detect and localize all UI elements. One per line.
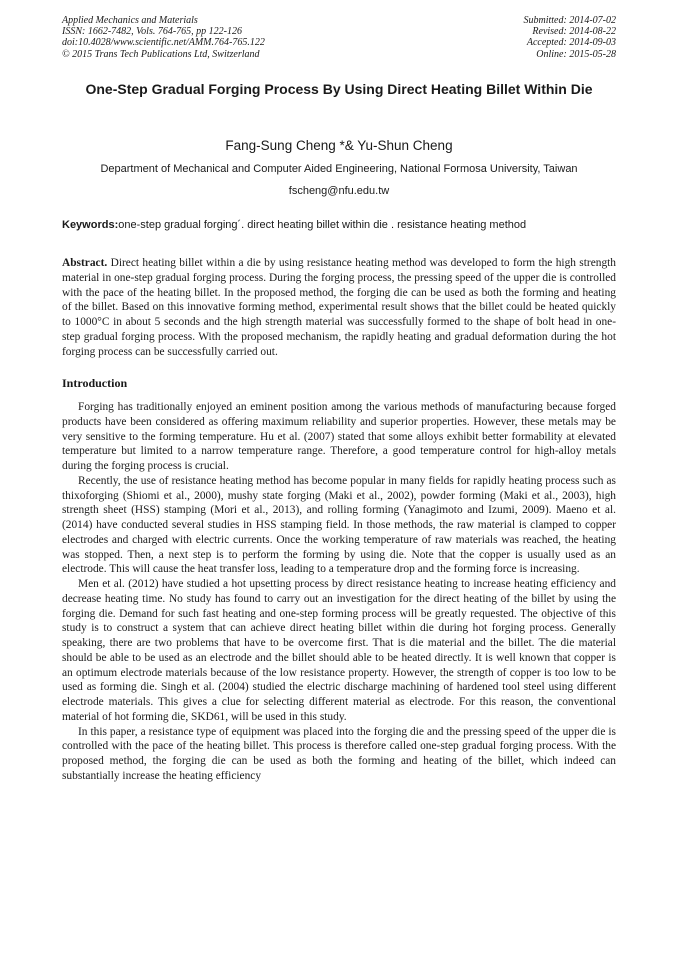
keywords-label: Keywords: [62, 219, 119, 231]
keywords [62, 219, 616, 231]
intro-paragraph-2: Recently, the use of resistance heating method has become popular in many fields for rapidly heating process such as thixoforging (Shiomi et al., 2000), mushy state forging (Maki et al., 2002), powder forming (Maki et al., 2003), high strength sheet (HSS) stamping (Mori et al., 2013), and rolling forming (Yanagimoto and Izumi, 2009). Maeno et al. (2014) have conducted several studies in HSS stamping field. In those methods, the raw material is clamped to copper electrodes and charged with electric currents. Once the working temperature of raw materials was reached, the heating was stopped. Then, a next step is to perform the forming by using die. Note that the copper is usually used as an electrode. This will cause the heat transfer loss, leading to a temperature drop and the forming force is increasing. [62, 474, 616, 576]
intro-paragraph-4: In this paper, a resistance type of equipment was placed into the forging die and the pressing speed of the upper die is controlled with the pace of the heating billet. This process is therefore called one-step gradual forging process. With the proposed method, the forging die can be used as both the forming and heating of the billet, which indeed can substantially increase the heating efficiency [62, 725, 616, 782]
journal-info [62, 15, 265, 60]
date-submitted: Submitted: 2014-07-02 [523, 15, 616, 26]
abstract-text: Direct heating billet within a die by using resistance heating method was developed to form the high strength material in one-step gradual forging process. During the forging process, the pressing speed of the upper die is controlled with the pace of the heating billet. In the proposed method, the forging die can be used as both the forming and heating of the billet. Based on this innovative forming method, experimental result shows that the billet could be heated quickly to 1000°C in about 5 seconds and the high strength material was successfully formed to the shape of bolt head in one-step gradual forging process. With the proposed mechanism, the rapidly heating and gradual deformation during the hot forging process can be successfully carried out. [62, 257, 617, 358]
journal-doi: doi:10.4028/www.scientific.net/AMM.764-765.122 [62, 37, 265, 49]
date-accepted: Accepted: 2014-09-03 [526, 37, 616, 49]
intro-paragraph-1: Forging has traditionally enjoyed an eminent position among the various methods of manufacturing because forged products have been considered as offering maximum reliability and superior properties. However, these metals may be very sensitive to the forming temperature. Hu et al. (2007) stated that some alloys exhibit better formability at elevated temperature but limited to a narrow temperature range. Therefore, a good temperature control for high-alloy metals during the forging process is crucial. [62, 401, 616, 472]
journal-issn: ISSN: 1662-7482, Vols. 764-765, pp 122-126 [62, 26, 242, 38]
intro-paragraph-3: Men et al. (2012) have studied a hot upsetting process by direct resistance heating to increase heating efficiency and decrease heating time. No study has found to carry out an investigation for the direct heating of the billet by using the forging die. Demand for such fast heating and one-step forming process will be greatly requested. The objective of this study is to construct a system that can achieve direct heating billet within die during hot forging process. Generally speaking, there are two problems that have to be overcome first. That is die material and the billet. The die material should be able to be used as an electrode and the billet should able to be heated directly. It is well known that copper is an optimum electrode materials because of the low resistance property. However, the strength of copper is too low to be used as forming die. Singh et al. (2004) studied the electric discharge machining of hardened tool steel using different electrode materials. This gives a clue for selecting different material as electrode. For this reason, the conventional material of hot forming die, SKD61, will be used in this study. [62, 578, 616, 723]
abstract [62, 256, 616, 359]
introduction-heading: Introduction [62, 376, 128, 391]
date-revised: Revised: 2014-08-22 [532, 26, 616, 38]
paper-title: One-Step Gradual Forging Process By Using Direct Heating Billet Within Die [85, 81, 593, 97]
journal-copyright: © 2015 Trans Tech Publications Ltd, Switzerland [62, 48, 260, 60]
author-email: fscheng@nfu.edu.tw [288, 185, 390, 197]
keywords-text: one-step gradual forging´. direct heating billet within die . resistance heating method [118, 219, 527, 231]
journal-name: Applied Mechanics and Materials [62, 15, 198, 26]
paper-body [62, 256, 616, 784]
author-affiliation: Department of Mechanical and Computer Aided Engineering, National Formosa University, Taiwan [100, 163, 578, 175]
submission-dates [524, 15, 617, 60]
date-online: Online: 2015-05-28 [536, 48, 616, 60]
paper-authors: Fang-Sung Cheng *& Yu-Shun Cheng [225, 138, 453, 153]
abstract-label: Abstract. [62, 257, 108, 269]
